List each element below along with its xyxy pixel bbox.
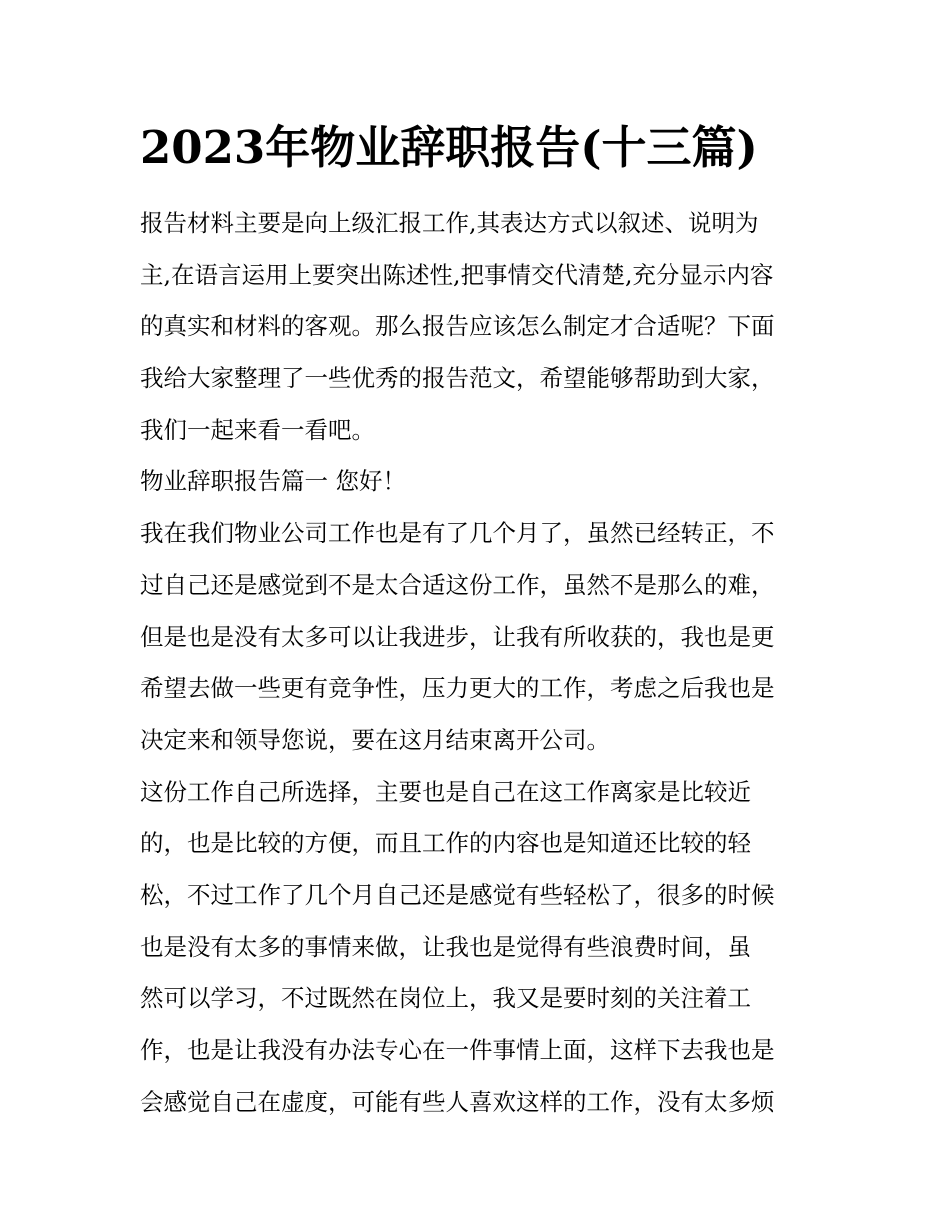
document-title: 2023年物业辞职报告(十三篇) [140, 121, 758, 174]
body-line: 的真实和材料的客观。那么报告应该怎么制定才合适呢？下面 [140, 312, 775, 341]
body-line: 决定来和领导您说，要在这月结束离开公司。 [140, 725, 610, 754]
body-line: 但是也是没有太多可以让我进步，让我有所收获的，我也是更 [140, 622, 775, 651]
body-line: 希望去做一些更有竞争性，压力更大的工作，考虑之后我也是 [140, 674, 775, 703]
section-heading-line: 物业辞职报告篇一 您好！ [140, 467, 406, 496]
body-line: 我们一起来看一看吧。 [140, 415, 375, 444]
body-line: 的，也是比较的方便，而且工作的内容也是知道还比较的轻 [140, 829, 751, 858]
body-line: 我给大家整理了一些优秀的报告范文，希望能够帮助到大家， [140, 364, 775, 393]
body-line: 主,在语言运用上要突出陈述性,把事情交代清楚,充分显示内容 [140, 260, 774, 289]
body-line: 过自己还是感觉到不是太合适这份工作，虽然不是那么的难， [140, 570, 775, 599]
body-line: 也是没有太多的事情来做，让我也是觉得有些浪费时间，虽 [140, 932, 751, 961]
body-line: 会感觉自己在虚度，可能有些人喜欢这样的工作，没有太多烦 [140, 1087, 775, 1116]
body-line: 松，不过工作了几个月自己还是感觉有些轻松了，很多的时候 [140, 880, 775, 909]
body-line: 我在我们物业公司工作也是有了几个月了，虽然已经转正，不 [140, 519, 775, 548]
body-line: 报告材料主要是向上级汇报工作,其表达方式以叙述、说明为 [140, 209, 759, 237]
body-line: 然可以学习，不过既然在岗位上，我又是要时刻的关注着工 [140, 984, 751, 1013]
body-line: 作，也是让我没有办法专心在一件事情上面，这样下去我也是 [140, 1036, 775, 1064]
document-body [140, 198, 812, 1128]
body-line: 这份工作自己所选择，主要也是自己在这工作离家是比较近 [140, 777, 751, 806]
